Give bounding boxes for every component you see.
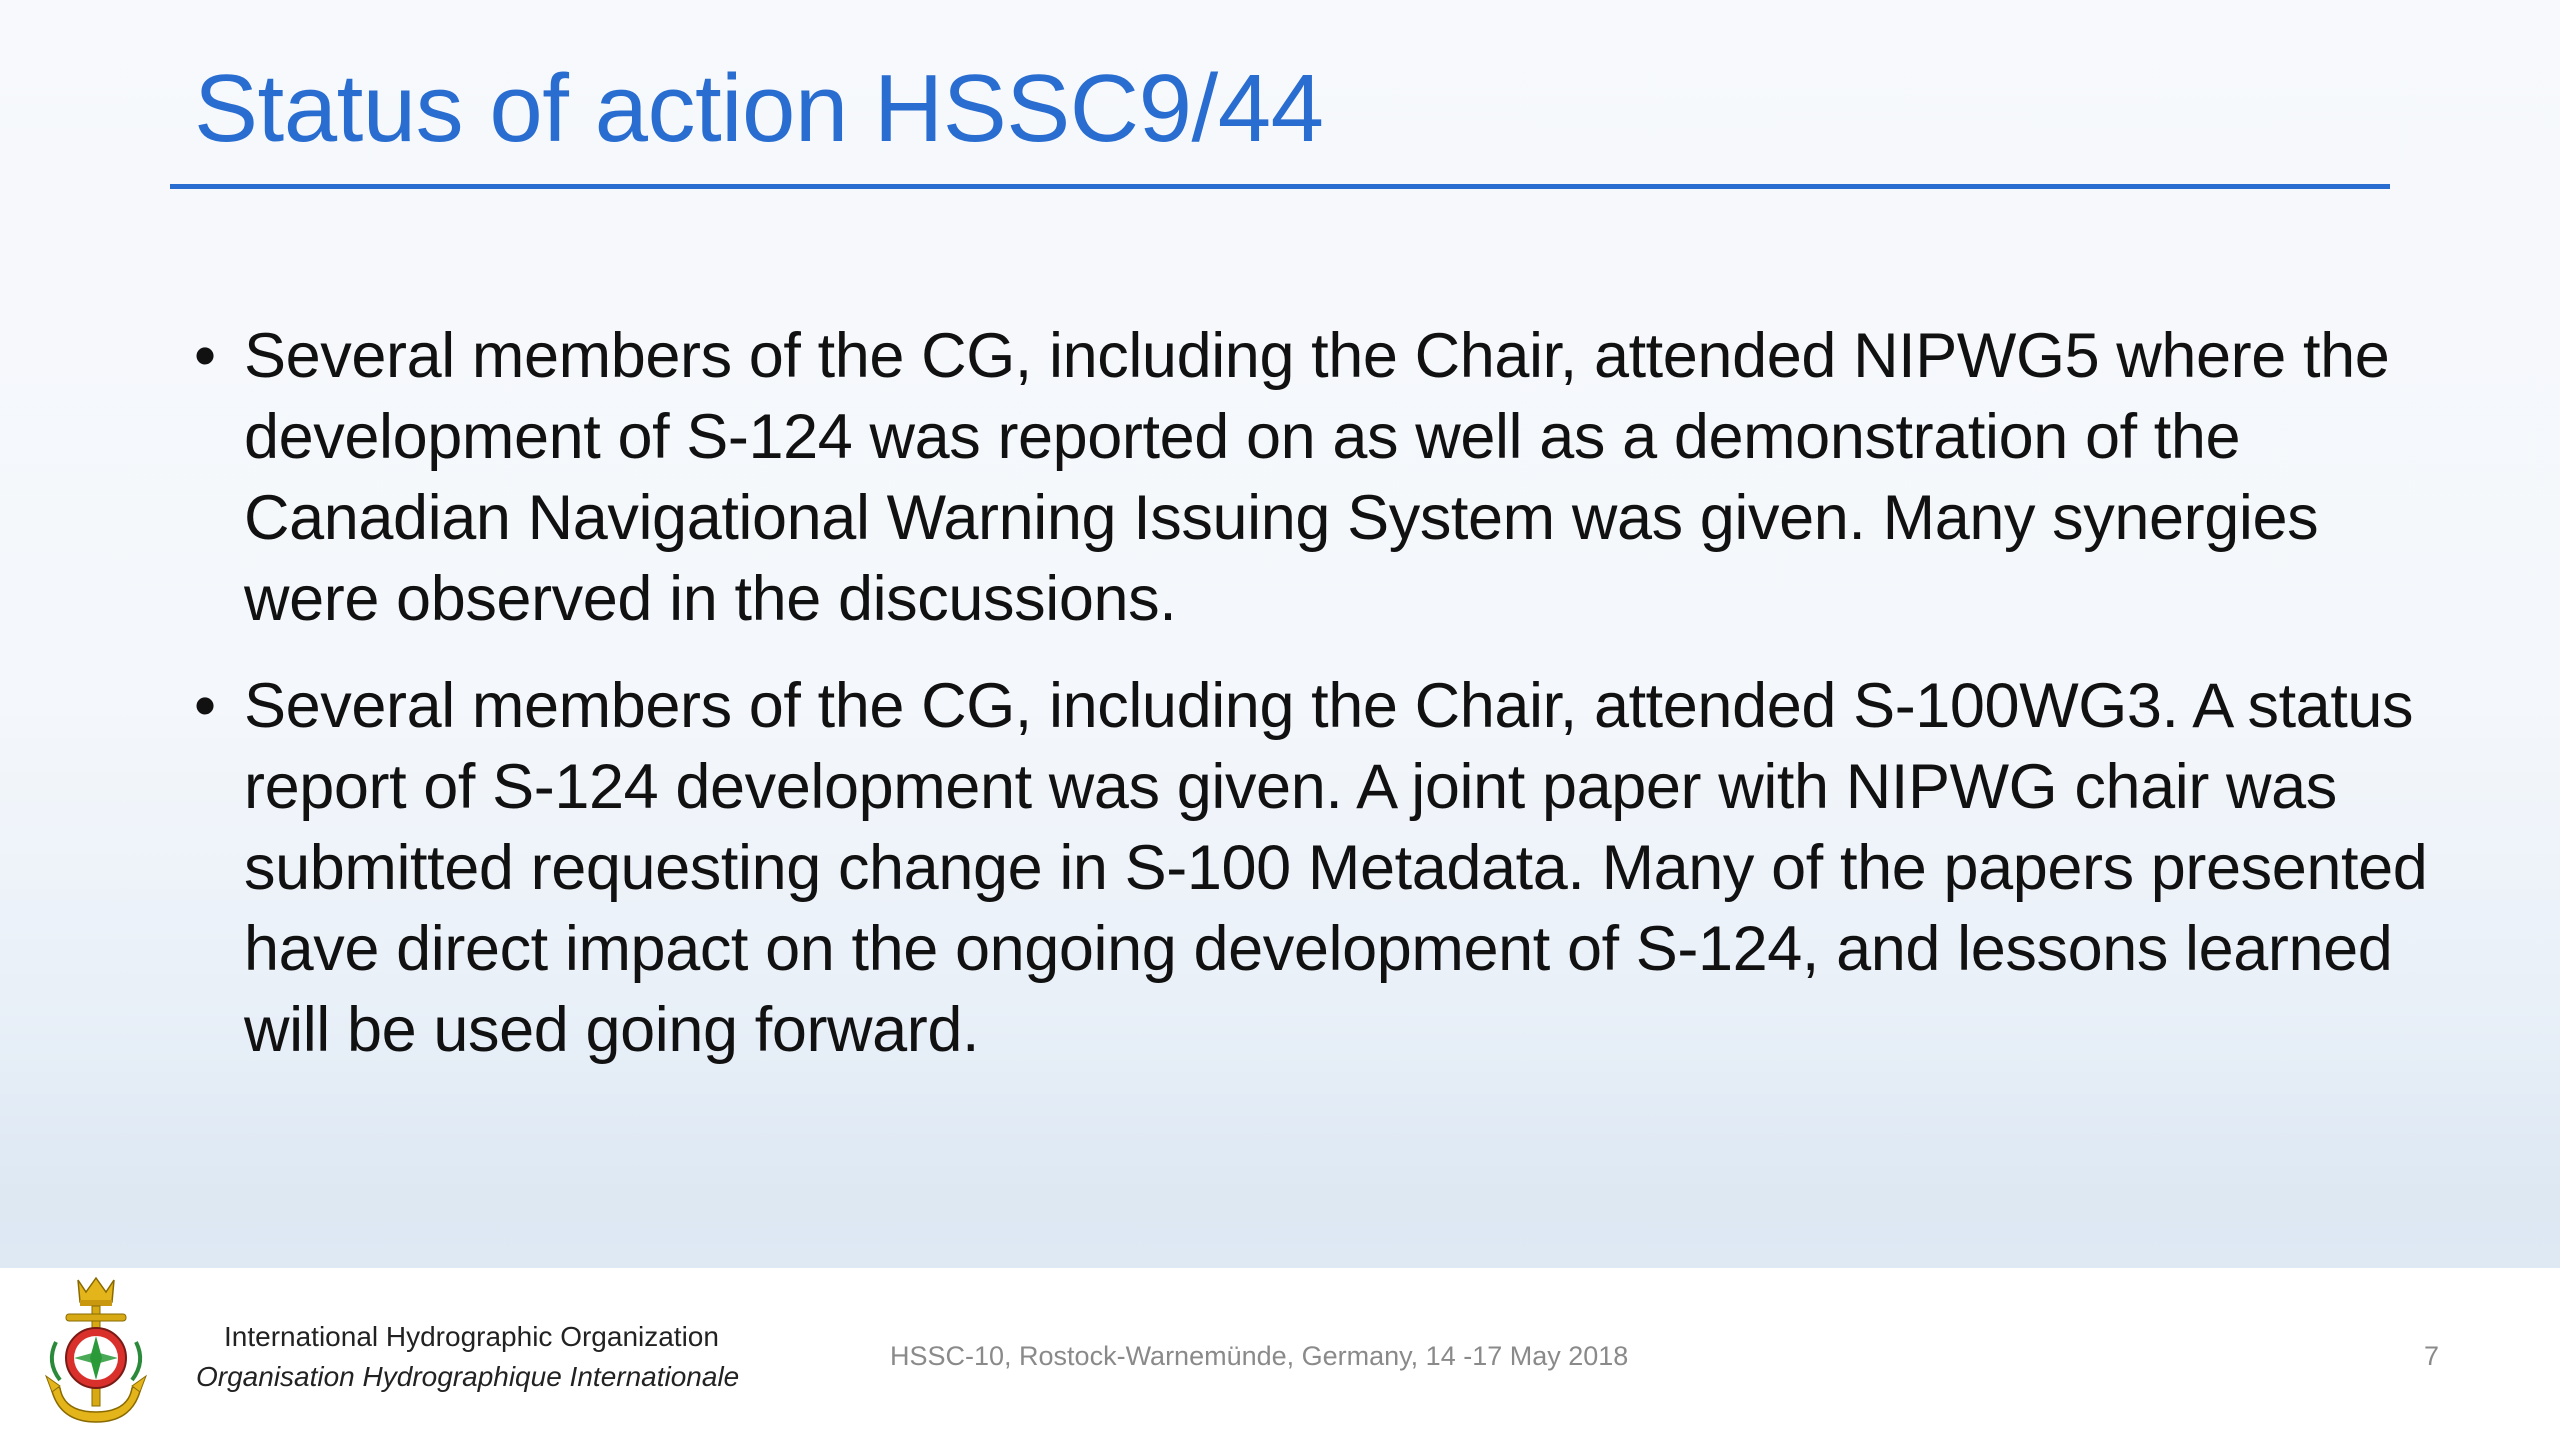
slide-title: Status of action HSSC9/44: [194, 55, 1324, 162]
org-name-french: Organisation Hydrographique Internationale: [196, 1361, 740, 1392]
iho-emblem-icon: [36, 1272, 156, 1436]
title-underline: [170, 184, 2390, 189]
meeting-info: HSSC-10, Rostock-Warnemünde, Germany, 14 -17 May 2018: [890, 1341, 1629, 1371]
bullet-text: Several members of the CG, including the Chair, attended S-100WG3. A status report of S-124 development was given. A joint paper with NIPWG chair was submitted requesting change in S-100 Metadata. Many of the papers presented have direct impact on the ongoing development of S-124, and lessons learned will be used going forward.: [244, 671, 2428, 1065]
bullet-marker: •: [194, 671, 216, 741]
page-number: 7: [2424, 1341, 2440, 1371]
bullet-item: [194, 666, 2454, 1071]
bullet-item: [194, 316, 2454, 640]
bullet-text: Several members of the CG, including the Chair, attended NIPWG5 where the development of S-124 was reported on as well as a demonstration of the Canadian Navigational Warning Issuing System was given. Many synergies were observed in the discussions.: [244, 321, 2390, 634]
bullet-marker: •: [194, 321, 216, 391]
org-name-english: International Hydrographic Organization: [224, 1321, 719, 1352]
bullet-list: [194, 316, 2454, 1097]
